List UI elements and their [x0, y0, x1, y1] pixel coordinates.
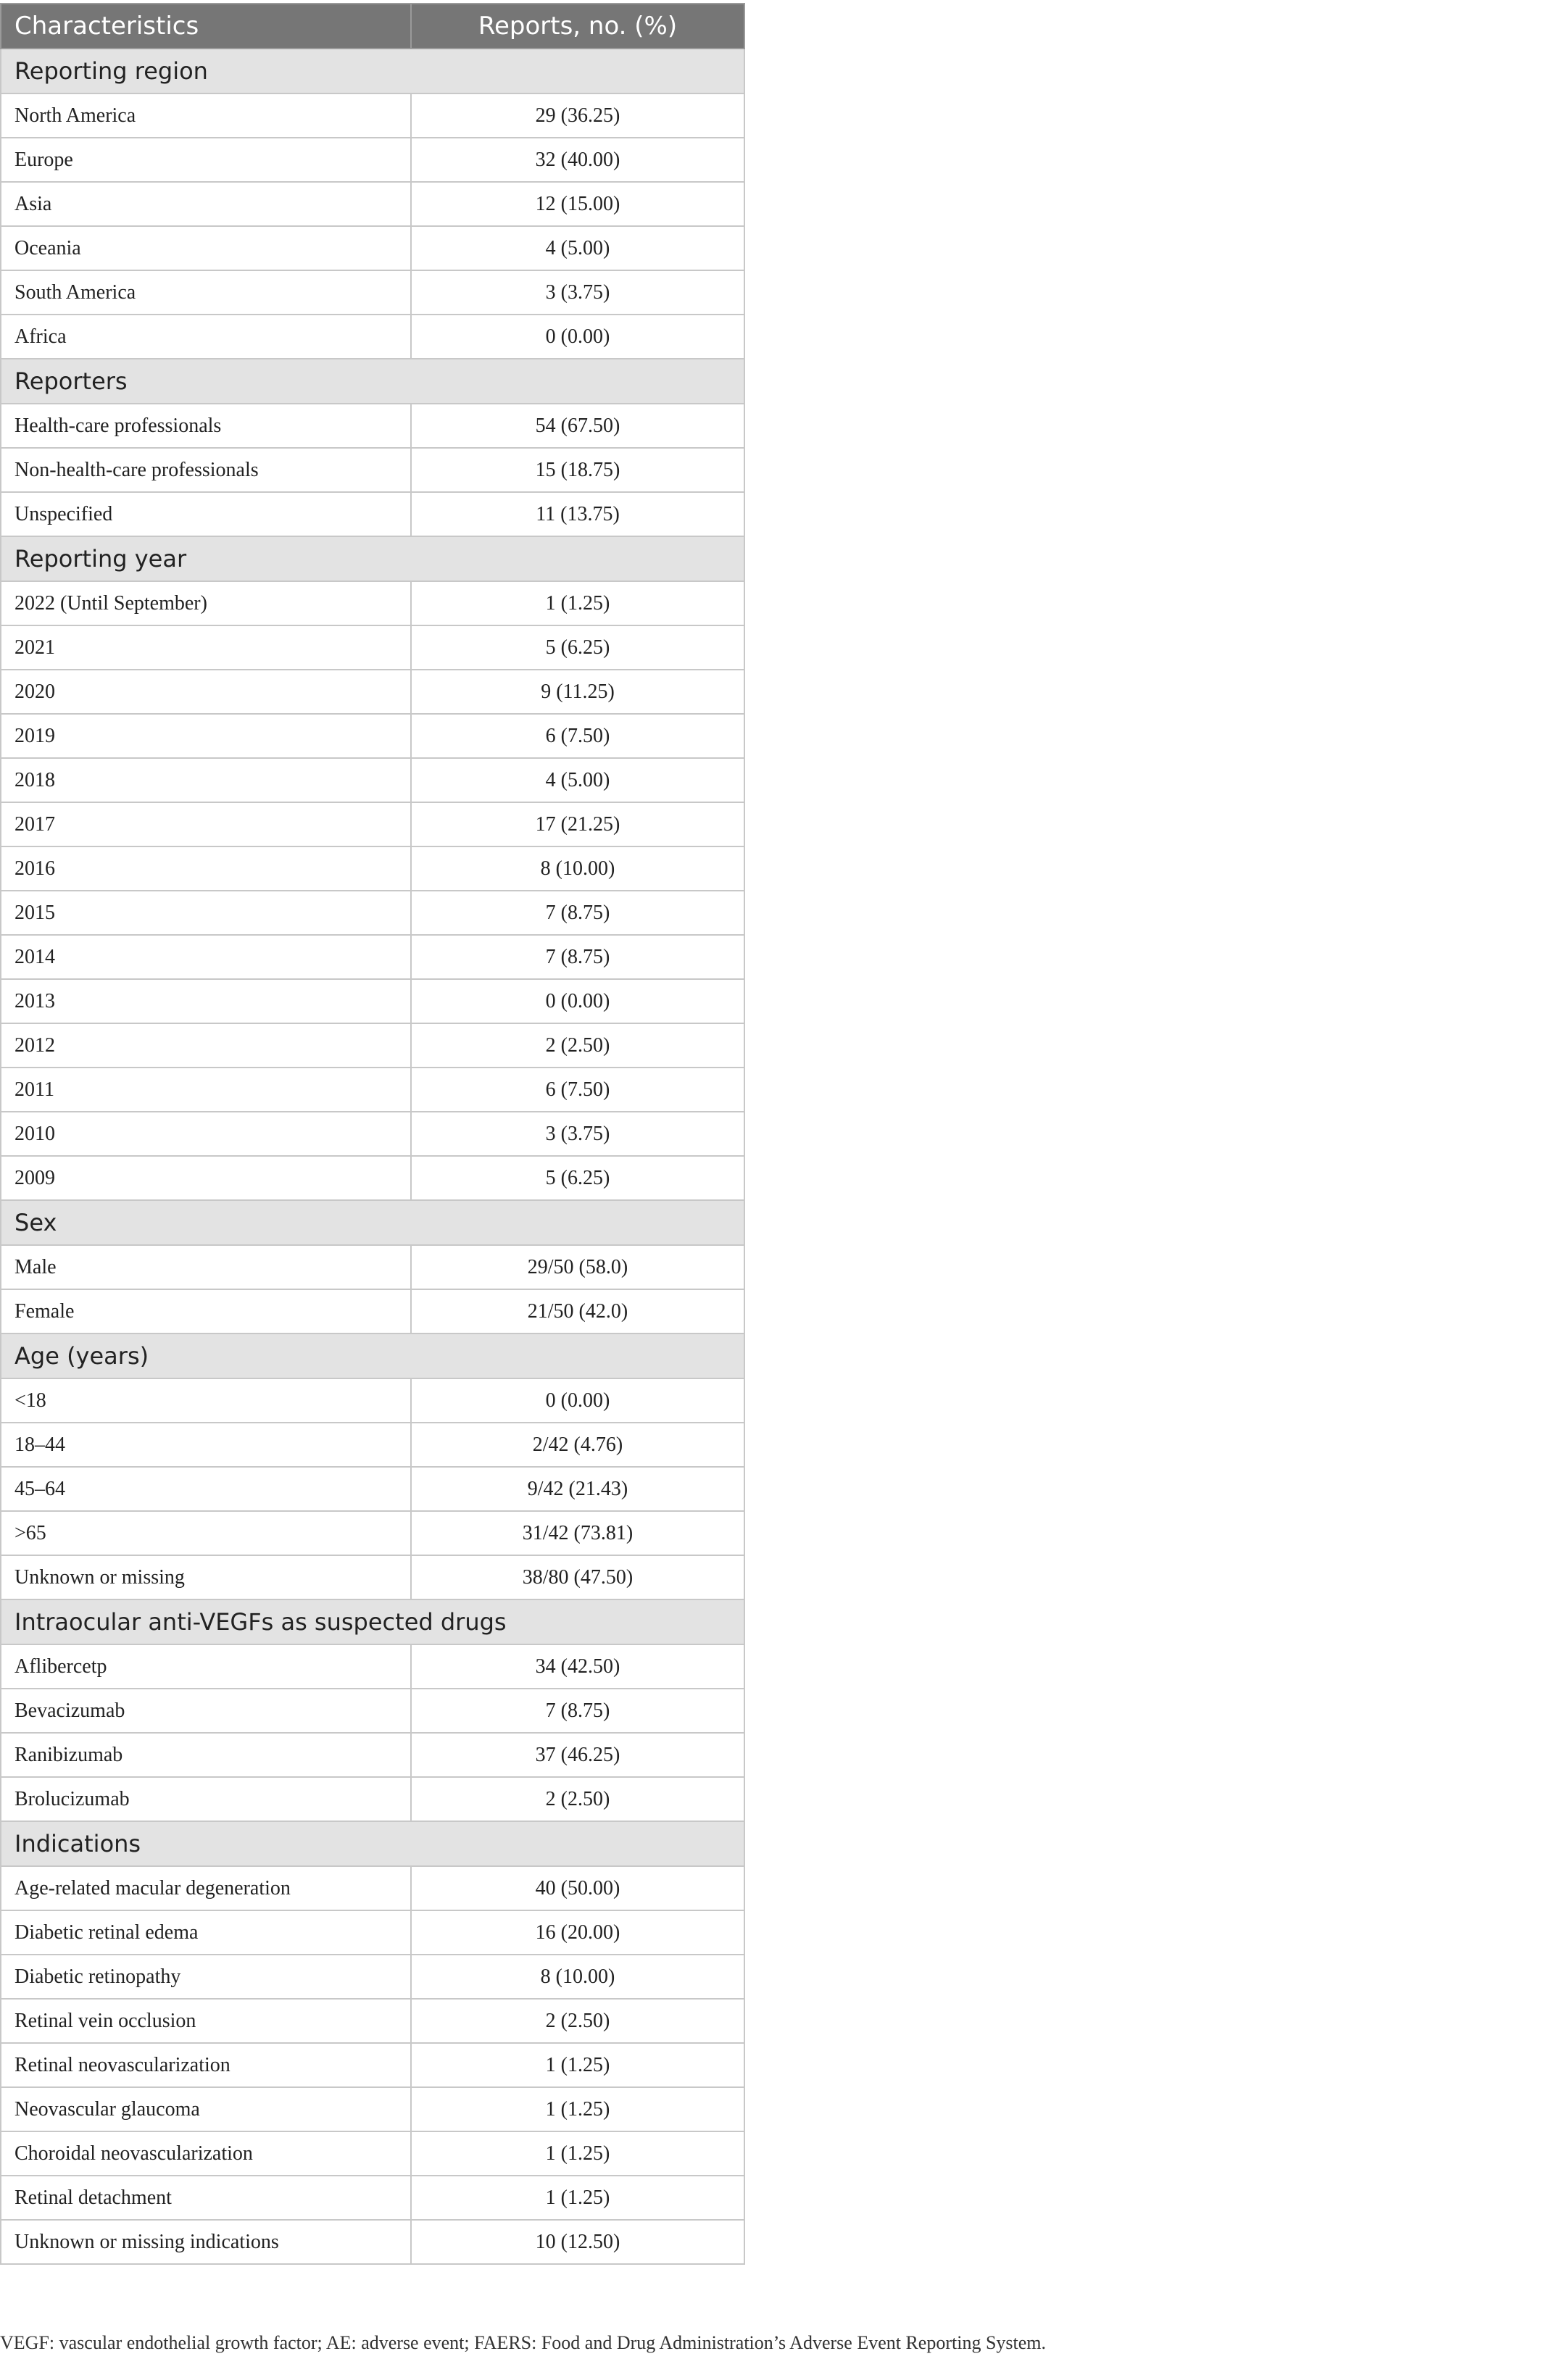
- row-value: 2 (2.50): [411, 1999, 744, 2043]
- row-value: 1 (1.25): [411, 2087, 744, 2131]
- section-header-row: [1, 1333, 744, 1378]
- table-row: [1, 979, 744, 1023]
- row-label: Europe: [1, 138, 411, 182]
- table-row: [1, 802, 744, 846]
- row-value: 9/42 (21.43): [411, 1467, 744, 1511]
- table-row: [1, 714, 744, 758]
- table-row: [1, 1689, 744, 1733]
- table-row: [1, 2176, 744, 2220]
- row-label: Unknown or missing: [1, 1555, 411, 1599]
- row-label: 2013: [1, 979, 411, 1023]
- row-value: 5 (6.25): [411, 625, 744, 670]
- row-label: 2021: [1, 625, 411, 670]
- row-label: Unspecified: [1, 492, 411, 536]
- section-title: Reporting year: [1, 536, 744, 581]
- section-title: Intraocular anti-VEGFs as suspected drugs: [1, 1599, 744, 1644]
- row-label: 2012: [1, 1023, 411, 1068]
- row-label: Africa: [1, 315, 411, 359]
- row-label: Diabetic retinopathy: [1, 1955, 411, 1999]
- row-value: 12 (15.00): [411, 182, 744, 226]
- table-row: [1, 1777, 744, 1821]
- row-value: 15 (18.75): [411, 448, 744, 492]
- row-value: 8 (10.00): [411, 846, 744, 891]
- table-row: [1, 2087, 744, 2131]
- header-row: [1, 4, 744, 49]
- row-label: Diabetic retinal edema: [1, 1910, 411, 1955]
- row-label: Unknown or missing indications: [1, 2220, 411, 2264]
- row-value: 29/50 (58.0): [411, 1245, 744, 1289]
- table-row: [1, 226, 744, 270]
- table-row: [1, 1289, 744, 1333]
- row-value: 40 (50.00): [411, 1866, 744, 1910]
- row-value: 1 (1.25): [411, 581, 744, 625]
- row-label: 18–44: [1, 1423, 411, 1467]
- table-row: [1, 1733, 744, 1777]
- row-label: Bevacizumab: [1, 1689, 411, 1733]
- table-row: [1, 846, 744, 891]
- row-label: 2018: [1, 758, 411, 802]
- section-header-row: [1, 1821, 744, 1866]
- row-label: Age-related macular degeneration: [1, 1866, 411, 1910]
- table-row: [1, 270, 744, 315]
- header-reports: Reports, no. (%): [411, 4, 744, 49]
- row-value: 10 (12.50): [411, 2220, 744, 2264]
- row-label: Female: [1, 1289, 411, 1333]
- table-row: [1, 2131, 744, 2176]
- row-label: 2009: [1, 1156, 411, 1200]
- table-row: [1, 1555, 744, 1599]
- row-value: 11 (13.75): [411, 492, 744, 536]
- section-header-row: [1, 359, 744, 404]
- table-row: [1, 581, 744, 625]
- section-title: Reporting region: [1, 49, 744, 93]
- table-row: [1, 1068, 744, 1112]
- row-label: Retinal vein occlusion: [1, 1999, 411, 2043]
- row-value: 32 (40.00): [411, 138, 744, 182]
- table-row: [1, 1644, 744, 1689]
- table-row: [1, 1378, 744, 1423]
- row-label: Brolucizumab: [1, 1777, 411, 1821]
- row-value: 0 (0.00): [411, 315, 744, 359]
- row-label: Aflibercetp: [1, 1644, 411, 1689]
- section-header-row: [1, 49, 744, 93]
- row-value: 16 (20.00): [411, 1910, 744, 1955]
- row-label: Health-care professionals: [1, 404, 411, 448]
- table-row: [1, 1423, 744, 1467]
- section-header-row: [1, 536, 744, 581]
- row-value: 3 (3.75): [411, 1112, 744, 1156]
- table-row: [1, 1156, 744, 1200]
- row-value: 9 (11.25): [411, 670, 744, 714]
- table-row: [1, 1112, 744, 1156]
- row-value: 8 (10.00): [411, 1955, 744, 1999]
- row-label: Non-health-care professionals: [1, 448, 411, 492]
- row-value: 1 (1.25): [411, 2176, 744, 2220]
- row-value: 7 (8.75): [411, 935, 744, 979]
- table-row: [1, 138, 744, 182]
- table-row: [1, 1866, 744, 1910]
- row-label: Choroidal neovascularization: [1, 2131, 411, 2176]
- row-value: 5 (6.25): [411, 1156, 744, 1200]
- row-label: South America: [1, 270, 411, 315]
- row-value: 34 (42.50): [411, 1644, 744, 1689]
- row-value: 29 (36.25): [411, 93, 744, 138]
- row-label: 2011: [1, 1068, 411, 1112]
- row-label: 2022 (Until September): [1, 581, 411, 625]
- row-label: 2015: [1, 891, 411, 935]
- row-label: Retinal detachment: [1, 2176, 411, 2220]
- table-row: [1, 891, 744, 935]
- section-header-row: [1, 1200, 744, 1245]
- table-row: [1, 182, 744, 226]
- characteristics-table: [0, 3, 745, 2265]
- characteristics-table-container: [0, 3, 744, 2265]
- table-row: [1, 492, 744, 536]
- row-label: 2016: [1, 846, 411, 891]
- row-value: 6 (7.50): [411, 1068, 744, 1112]
- row-value: 2/42 (4.76): [411, 1423, 744, 1467]
- table-row: [1, 448, 744, 492]
- table-row: [1, 758, 744, 802]
- table-row: [1, 670, 744, 714]
- row-value: 7 (8.75): [411, 891, 744, 935]
- row-value: 17 (21.25): [411, 802, 744, 846]
- header-characteristics: Characteristics: [1, 4, 411, 49]
- table-row: [1, 1910, 744, 1955]
- table-body: [1, 49, 744, 2264]
- row-value: 4 (5.00): [411, 758, 744, 802]
- table-row: [1, 1245, 744, 1289]
- row-label: North America: [1, 93, 411, 138]
- table-row: [1, 1023, 744, 1068]
- table-footnote: VEGF: vascular endothelial growth factor; AE: adverse event; FAERS: Food and Drug Administration’s Adverse Event Reporting System.: [0, 2332, 1047, 2353]
- row-value: 1 (1.25): [411, 2043, 744, 2087]
- table-row: [1, 1955, 744, 1999]
- table-row: [1, 93, 744, 138]
- row-value: 3 (3.75): [411, 270, 744, 315]
- section-title: Age (years): [1, 1333, 744, 1378]
- row-value: 7 (8.75): [411, 1689, 744, 1733]
- row-value: 2 (2.50): [411, 1023, 744, 1068]
- table-row: [1, 1999, 744, 2043]
- row-value: 31/42 (73.81): [411, 1511, 744, 1555]
- row-value: 1 (1.25): [411, 2131, 744, 2176]
- table-row: [1, 2043, 744, 2087]
- section-title: Indications: [1, 1821, 744, 1866]
- row-label: 2010: [1, 1112, 411, 1156]
- row-label: 45–64: [1, 1467, 411, 1511]
- row-label: Asia: [1, 182, 411, 226]
- row-label: Neovascular glaucoma: [1, 2087, 411, 2131]
- row-value: 21/50 (42.0): [411, 1289, 744, 1333]
- row-label: <18: [1, 1378, 411, 1423]
- row-label: 2014: [1, 935, 411, 979]
- row-value: 4 (5.00): [411, 226, 744, 270]
- row-label: 2020: [1, 670, 411, 714]
- row-label: Retinal neovascularization: [1, 2043, 411, 2087]
- table-row: [1, 1511, 744, 1555]
- row-label: Male: [1, 1245, 411, 1289]
- row-value: 37 (46.25): [411, 1733, 744, 1777]
- row-value: 0 (0.00): [411, 1378, 744, 1423]
- row-value: 0 (0.00): [411, 979, 744, 1023]
- row-label: 2019: [1, 714, 411, 758]
- row-label: 2017: [1, 802, 411, 846]
- section-header-row: [1, 1599, 744, 1644]
- table-row: [1, 625, 744, 670]
- row-value: 54 (67.50): [411, 404, 744, 448]
- table-row: [1, 2220, 744, 2264]
- row-label: Ranibizumab: [1, 1733, 411, 1777]
- section-title: Sex: [1, 1200, 744, 1245]
- section-title: Reporters: [1, 359, 744, 404]
- row-value: 6 (7.50): [411, 714, 744, 758]
- row-value: 2 (2.50): [411, 1777, 744, 1821]
- table-row: [1, 315, 744, 359]
- table-row: [1, 404, 744, 448]
- row-label: >65: [1, 1511, 411, 1555]
- table-row: [1, 1467, 744, 1511]
- table-header: [1, 4, 744, 49]
- row-value: 38/80 (47.50): [411, 1555, 744, 1599]
- row-label: Oceania: [1, 226, 411, 270]
- table-row: [1, 935, 744, 979]
